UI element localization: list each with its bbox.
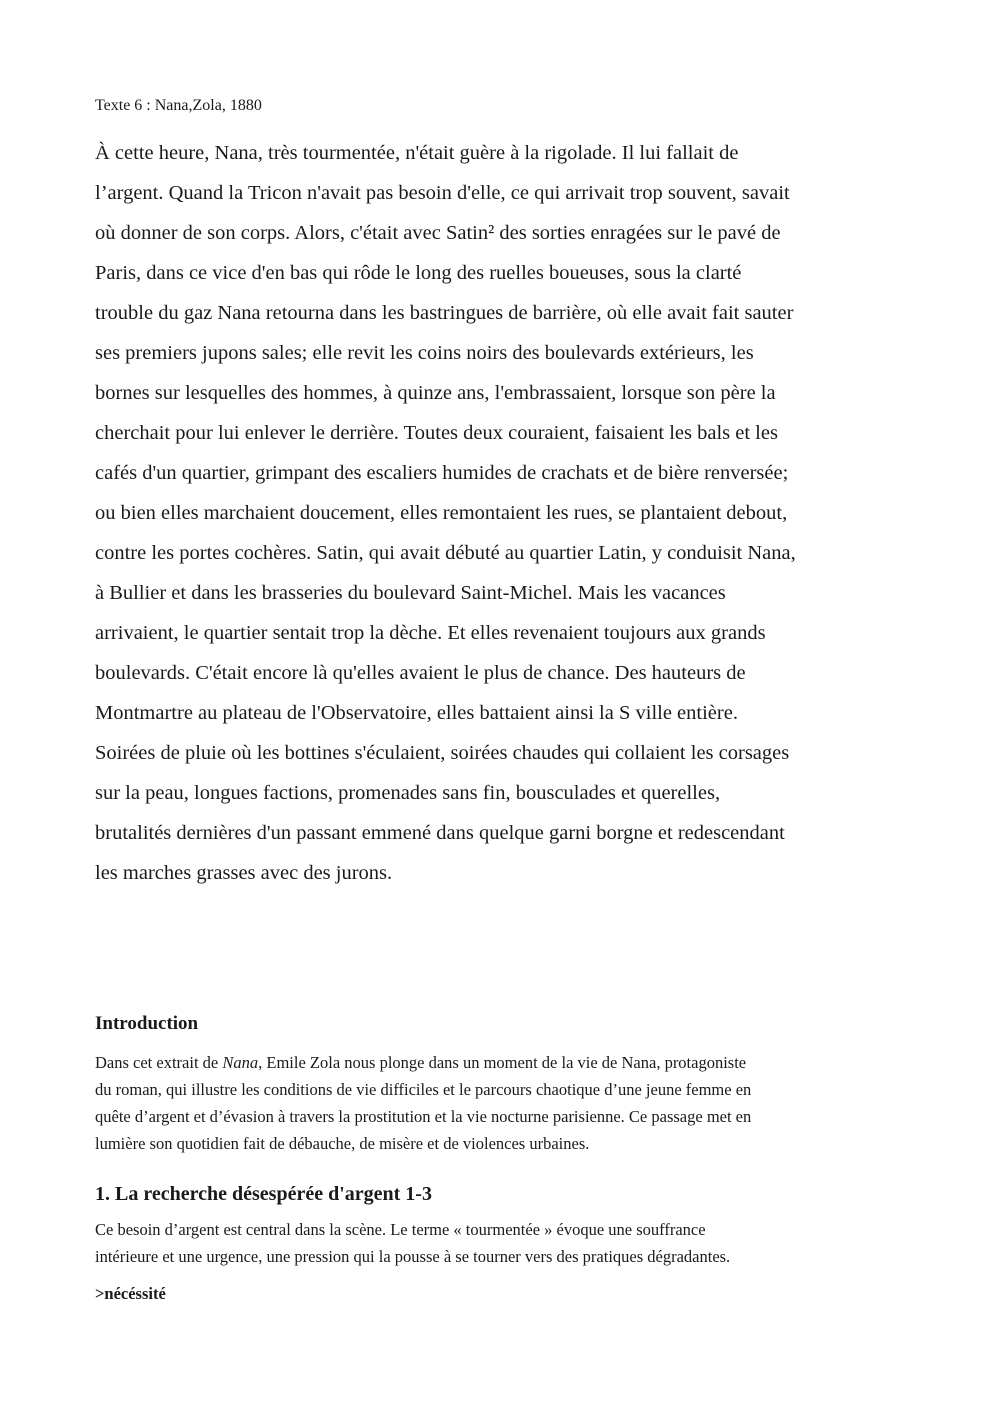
novel-title-italic: Nana [222, 1053, 259, 1072]
excerpt-line: cherchait pour lui enlever le derrière. Toutes deux couraient, faisaient les bals et les [95, 422, 778, 444]
intro-line-suffix: , Emile Zola nous plonge dans un moment de la vie de Nana, protagoniste [258, 1053, 747, 1072]
introduction-heading: Introduction [95, 1013, 199, 1034]
introduction-paragraph [95, 1049, 975, 1157]
necessity-note: >nécéssité [95, 1284, 166, 1303]
paragraph-line: lumière son quotidien fait de débauche, de misère et de violences urbaines. [95, 1134, 590, 1153]
section-1-heading: 1. La recherche désespérée d'argent 1-3 [95, 1183, 432, 1205]
excerpt-line: boulevards. C'était encore là qu'elles avaient le plus de chance. Des hauteurs de [95, 662, 746, 684]
excerpt-line: ou bien elles marchaient doucement, elles remontaient les rues, se plantaient debout, [95, 502, 788, 524]
excerpt-line: à Bullier et dans les brasseries du boulevard Saint-Michel. Mais les vacances [95, 582, 726, 604]
excerpt-paragraph [95, 133, 975, 893]
paragraph-line: quête d’argent et d’évasion à travers la prostitution et la vie nocturne parisienne. Ce passage met en [95, 1107, 752, 1126]
excerpt-line: Soirées de pluie où les bottines s'éculaient, soirées chaudes qui collaient les corsages [95, 742, 790, 764]
excerpt-line: où donner de son corps. Alors, c'était avec Satin² des sorties enragées sur le pavé de [95, 222, 781, 244]
excerpt-line: bornes sur lesquelles des hommes, à quinze ans, l'embrassaient, lorsque son père la [95, 382, 776, 404]
paragraph-line: du roman, qui illustre les conditions de vie difficiles et le parcours chaotique d’une jeune femme en [95, 1080, 752, 1099]
excerpt-line: trouble du gaz Nana retourna dans les bastringues de barrière, où elle avait fait sauter [95, 302, 794, 324]
excerpt-line: contre les portes cochères. Satin, qui avait débuté au quartier Latin, y conduisit Nana, [95, 542, 796, 564]
excerpt-line: sur la peau, longues factions, promenades sans fin, bousculades et querelles, [95, 782, 721, 804]
excerpt-line: l’argent. Quand la Tricon n'avait pas besoin d'elle, ce qui arrivait trop souvent, savait [95, 182, 790, 204]
excerpt-line: ses premiers jupons sales; elle revit les coins noirs des boulevards extérieurs, les [95, 342, 754, 364]
paragraph-line: intérieure et une urgence, une pression qui la pousse à se tourner vers des pratiques dégradantes. [95, 1247, 731, 1266]
document-title: Texte 6 : Nana,Zola, 1880 [95, 97, 262, 114]
paragraph-line: Ce besoin d’argent est central dans la scène. Le terme « tourmentée » évoque une souffrance [95, 1220, 706, 1239]
excerpt-line: arrivaient, le quartier sentait trop la dèche. Et elles revenaient toujours aux grands [95, 622, 766, 644]
section-1-paragraph [95, 1216, 975, 1270]
excerpt-line: À cette heure, Nana, très tourmentée, n'était guère à la rigolade. Il lui fallait de [95, 142, 739, 164]
intro-line-prefix: Dans cet extrait de [95, 1053, 223, 1072]
excerpt-line: Paris, dans ce vice d'en bas qui rôde le long des ruelles boueuses, sous la clarté [95, 262, 742, 284]
excerpt-line: cafés d'un quartier, grimpant des escaliers humides de crachats et de bière renversée; [95, 462, 789, 484]
excerpt-line: les marches grasses avec des jurons. [95, 862, 393, 884]
excerpt-line: Montmartre au plateau de l'Observatoire, elles battaient ainsi la S ville entière. [95, 702, 738, 724]
paragraph-line [95, 1049, 975, 1076]
excerpt-line: brutalités dernières d'un passant emmené dans quelque garni borgne et redescendant [95, 822, 785, 844]
